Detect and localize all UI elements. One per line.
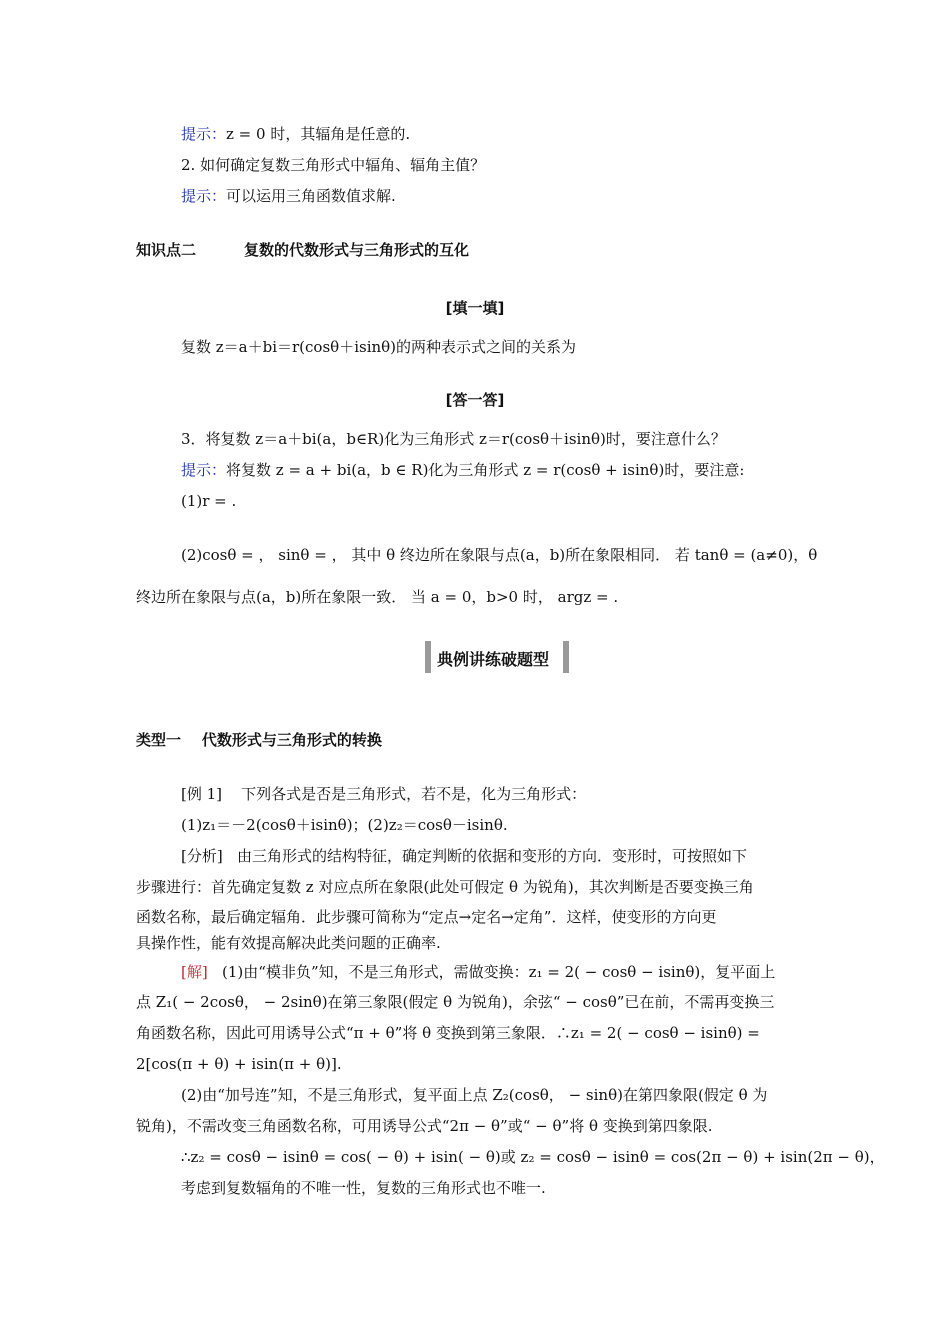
analysis-line-1 [181,846,747,866]
hint-text: 可以运用三角函数值求解. [226,187,396,205]
hint-label: 提示： [181,125,227,143]
hint-line-3 [181,460,744,480]
section-banner [425,641,569,673]
solution-line-7: ∴z₂ = cosθ − isinθ = cos( − θ) + isin( − θ)或 z₂ = cosθ − isinθ = cos(2π − θ) + isin(2π − θ)， [181,1148,885,1166]
cos-sin-line-cont: 终边所在象限与点(a，b)所在象限一致． 当 a = 0，b>0 时， argz = . [136,588,619,606]
analysis-line-2: 步骤进行：首先确定复数 z 对应点所在象限(此处可假定 θ 为锐角)，其次判断是否要变换三角 [136,878,754,896]
example-text: 下列各式是否是三角形式，若不是，化为三角形式： [241,785,587,803]
fill-in-text: 复数 z＝a＋bi＝r(cosθ＋isinθ)的两种表示式之间的关系为 [181,338,577,356]
answer-header: [答一答] [445,391,505,409]
fill-in-header: [填一填] [445,299,505,317]
solution-line-4: 2[cos(π + θ) + isin(π + θ)]. [136,1055,342,1073]
section-heading-knowledge-2 [136,240,469,260]
hint-line-1 [181,124,410,144]
hint-text: z = 0 时，其辐角是任意的. [226,125,411,143]
analysis-line-3: 函数名称，最后确定辐角．此步骤可简称为“定点→定名→定角”．这样，使变形的方向更 [136,908,717,926]
solution-text: (1)由“模非负”知，不是三角形式，需做变换：z₁ = 2( − cosθ − isinθ)，复平面上 [222,963,776,981]
solution-line-2: 点 Z₁( − 2cosθ， − 2sinθ)在第三象限(假定 θ 为锐角)，余弦“ − cosθ”已在前，不需再变换三 [136,993,775,1011]
hint-text: 将复数 z = a + bi(a，b ∈ R)化为三角形式 z = r(cosθ + isinθ)时，要注意: [226,461,745,479]
analysis-text: 由三角形式的结构特征，确定判断的依据和变形的方向．变形时，可按照如下 [237,847,748,865]
section-title: 复数的代数形式与三角形式的互化 [244,241,470,259]
solution-line-3: 角函数名称，因此可用诱导公式“π + θ”将 θ 变换到第三象限．∴z₁ = 2( − cosθ − isinθ) = [136,1024,760,1042]
section-number: 知识点二 [136,241,197,259]
type-number: 类型一 [136,731,182,749]
solution-line-5: (2)由“加号连”知，不是三角形式，复平面上点 Z₂(cosθ， − sinθ)在第四象限(假定 θ 为 [181,1086,768,1104]
banner-left-bar [425,641,431,673]
example-items: (1)z₁＝－2(cosθ＋isinθ)；(2)z₂＝cosθ－isinθ. [181,816,508,834]
example-label: [例 1] [181,785,223,803]
cos-sin-line: (2)cosθ = ， sinθ = ， 其中 θ 终边所在象限与点(a，b)所在象限相同． 若 tanθ = (a≠0)，θ [181,546,818,564]
question-3: 3．将复数 z＝a＋bi(a，b∈R)化为三角形式 z＝r(cosθ＋isinθ)时，要注意什么？ [181,430,726,448]
analysis-label: [分析] [181,847,223,865]
type-heading-1 [136,730,382,750]
solution-line-8: 考虑到复数辐角的不唯一性，复数的三角形式也不唯一. [181,1179,546,1197]
analysis-line-4: 具操作性，能有效提高解决此类问题的正确率. [136,934,441,952]
banner-right-bar [563,641,569,673]
hint-line-2 [181,186,396,206]
hint-label: 提示： [181,461,227,479]
solution-label: [解] [181,963,208,981]
solution-line-1 [181,962,775,982]
modulus-line: (1)r = . [181,492,237,510]
question-2: 2. 如何确定复数三角形式中辐角、辐角主值？ [181,156,486,174]
banner-title: 典例讲练破题型 [437,650,550,669]
solution-line-6: 锐角)，不需改变三角函数名称，可用诱导公式“2π − θ”或“ − θ”将 θ 变换到第四象限. [136,1117,713,1135]
type-title: 代数形式与三角形式的转换 [201,731,382,749]
hint-label: 提示： [181,187,227,205]
example-1-line [181,784,586,804]
